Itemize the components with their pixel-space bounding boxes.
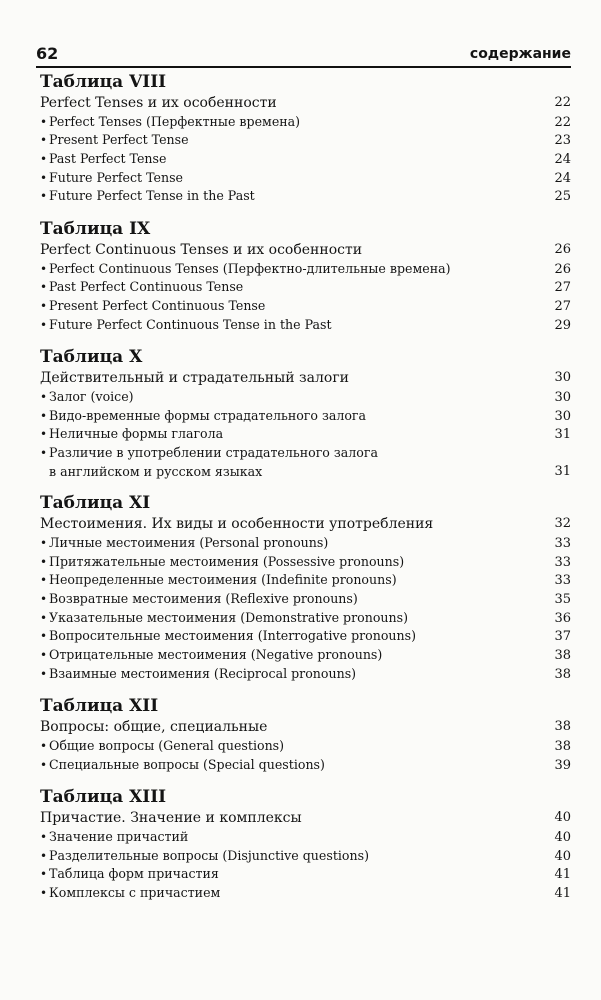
entry-title: Таблица форм причастия bbox=[49, 866, 219, 882]
toc-entry[interactable] bbox=[40, 169, 571, 188]
toc-entry[interactable] bbox=[40, 571, 571, 590]
page-ref: 24 bbox=[554, 170, 571, 186]
bullet-icon: • bbox=[40, 445, 48, 460]
bullet-icon: • bbox=[40, 298, 48, 313]
topic-title: Perfect Tenses и их особенности bbox=[40, 95, 277, 111]
entry-title: Present Perfect Continuous Tense bbox=[49, 297, 266, 313]
toc-entry[interactable] bbox=[40, 297, 571, 316]
bullet-icon: • bbox=[40, 666, 48, 681]
bullet-icon: • bbox=[40, 408, 48, 423]
entry-title: Общие вопросы (General questions) bbox=[49, 737, 285, 753]
entry-title: Perfect Tenses (Перфектные времена) bbox=[49, 113, 301, 129]
toc-entry[interactable] bbox=[40, 425, 571, 444]
entry-title: Perfect Continuous Tenses (Перфектно-длительные времена) bbox=[49, 260, 451, 276]
section-heading: Таблица XII bbox=[40, 696, 159, 717]
page-ref: 40 bbox=[554, 848, 571, 864]
page-ref: 33 bbox=[554, 554, 571, 570]
entry-title: Значение причастий bbox=[49, 828, 189, 844]
toc-entry[interactable] bbox=[40, 737, 571, 756]
toc-entry[interactable] bbox=[40, 865, 571, 884]
entry-title: Притяжательные местоимения (Possessive pronouns) bbox=[49, 553, 405, 569]
toc-section bbox=[40, 347, 571, 480]
page-ref: 40 bbox=[554, 810, 571, 826]
bullet-icon: • bbox=[40, 133, 48, 148]
page-ref: 38 bbox=[554, 666, 571, 682]
page-ref: 40 bbox=[554, 829, 571, 845]
topic-title: Вопросы: общие, специальные bbox=[40, 719, 268, 736]
entry-title: Past Perfect Tense bbox=[49, 150, 167, 166]
bullet-icon: • bbox=[40, 757, 48, 772]
bullet-icon: • bbox=[40, 610, 48, 625]
topic-title: Местоимения. Их виды и особенности употребления bbox=[40, 516, 434, 533]
entry-title: Указательные местоимения (Demonstrative pronouns) bbox=[49, 609, 409, 625]
entry-title: Past Perfect Continuous Tense bbox=[49, 279, 244, 295]
entry-title: Вопросительные местоимения (Interrogative pronouns) bbox=[49, 628, 417, 644]
page-ref: 38 bbox=[554, 738, 571, 754]
toc-entry[interactable] bbox=[40, 444, 571, 480]
bullet-icon: • bbox=[40, 389, 48, 404]
entry-title: Разделительные вопросы (Disjunctive questions) bbox=[49, 847, 369, 863]
section-topic[interactable] bbox=[40, 515, 571, 534]
running-title: содержание bbox=[469, 46, 571, 62]
entry-title: Future Perfect Tense bbox=[49, 169, 184, 185]
entry-title: Отрицательные местоимения (Negative pronouns) bbox=[49, 647, 383, 663]
bullet-icon: • bbox=[40, 317, 48, 332]
page-ref: 30 bbox=[554, 408, 571, 424]
bullet-icon: • bbox=[40, 189, 48, 204]
entry-title: Future Perfect Continuous Tense in the Past bbox=[49, 316, 332, 332]
toc-entry[interactable] bbox=[40, 388, 571, 407]
section-heading: Таблица XIII bbox=[40, 787, 167, 808]
bullet-icon: • bbox=[40, 535, 48, 550]
section-heading: Таблица VIII bbox=[40, 72, 167, 92]
page-ref: 26 bbox=[554, 261, 571, 277]
entry-title: Комплексы с причастием bbox=[49, 884, 221, 900]
bullet-icon: • bbox=[40, 648, 48, 663]
section-topic[interactable] bbox=[40, 241, 571, 260]
toc-entry[interactable] bbox=[40, 260, 571, 279]
page-ref: 33 bbox=[554, 535, 571, 551]
entry-title-continuation: в английском и русском языках bbox=[49, 463, 263, 479]
page-ref: 39 bbox=[554, 757, 571, 773]
bullet-icon: • bbox=[40, 738, 48, 753]
page-ref: 29 bbox=[554, 317, 571, 333]
entry-title: Специальные вопросы (Special questions) bbox=[49, 756, 325, 772]
toc-entry[interactable] bbox=[40, 553, 571, 572]
table-of-contents bbox=[40, 72, 571, 916]
page-ref: 38 bbox=[554, 648, 571, 664]
entry-title: Неопределенные местоимения (Indefinite pronouns) bbox=[49, 572, 397, 588]
page-ref: 37 bbox=[554, 629, 571, 645]
toc-entry[interactable] bbox=[40, 534, 571, 553]
toc-entry[interactable] bbox=[40, 884, 571, 903]
bullet-icon: • bbox=[40, 573, 48, 588]
entry-title: Видо-временные формы страдательного залога bbox=[49, 407, 367, 423]
toc-entry[interactable] bbox=[40, 187, 571, 206]
toc-entry[interactable] bbox=[40, 316, 571, 335]
toc-entry[interactable] bbox=[40, 627, 571, 646]
toc-entry[interactable] bbox=[40, 609, 571, 628]
bullet-icon: • bbox=[40, 885, 48, 900]
section-topic[interactable] bbox=[40, 809, 571, 828]
page-ref: 38 bbox=[554, 719, 571, 735]
page-ref: 41 bbox=[554, 867, 571, 883]
entry-title: Present Perfect Tense bbox=[49, 132, 189, 148]
toc-entry[interactable] bbox=[40, 407, 571, 426]
page-ref: 25 bbox=[554, 189, 571, 205]
toc-entry[interactable] bbox=[40, 131, 571, 150]
bullet-icon: • bbox=[40, 170, 48, 185]
topic-title: Причастие. Значение и комплексы bbox=[40, 810, 302, 827]
toc-section bbox=[40, 696, 571, 774]
page-ref: 32 bbox=[554, 516, 571, 532]
bullet-icon: • bbox=[40, 829, 48, 844]
page-ref: 31 bbox=[554, 427, 571, 443]
page-ref: 33 bbox=[554, 573, 571, 589]
bullet-icon: • bbox=[40, 261, 48, 276]
entry-title: Личные местоимения (Personal pronouns) bbox=[49, 534, 329, 550]
entry-title: Различие в употреблении страдательного залога bbox=[49, 444, 378, 460]
toc-entry[interactable] bbox=[40, 150, 571, 169]
page-number: 62 bbox=[36, 44, 59, 63]
bullet-icon: • bbox=[40, 427, 48, 442]
entry-title: Взаимные местоимения (Reciprocal pronouns) bbox=[49, 665, 357, 681]
page-ref: 27 bbox=[554, 298, 571, 314]
entry-title: Возвратные местоимения (Reflexive pronouns) bbox=[49, 590, 358, 606]
toc-section bbox=[40, 493, 571, 683]
bullet-icon: • bbox=[40, 629, 48, 644]
toc-section bbox=[40, 787, 571, 902]
bullet-icon: • bbox=[40, 554, 48, 569]
page-ref: 27 bbox=[554, 280, 571, 296]
page-ref: 26 bbox=[554, 242, 571, 258]
bullet-icon: • bbox=[40, 280, 48, 295]
toc-section bbox=[40, 219, 571, 334]
section-heading: Таблица XI bbox=[40, 493, 151, 514]
section-topic[interactable] bbox=[40, 94, 571, 113]
running-header bbox=[36, 44, 571, 68]
page-ref: 36 bbox=[554, 610, 571, 626]
topic-title: Perfect Continuous Tenses и их особенности bbox=[40, 242, 363, 259]
page-ref: 30 bbox=[554, 389, 571, 405]
page-ref: 22 bbox=[554, 114, 571, 130]
toc-entry[interactable] bbox=[40, 665, 571, 684]
toc-section bbox=[40, 72, 571, 206]
page-ref: 41 bbox=[554, 885, 571, 901]
section-heading: Таблица IX bbox=[40, 219, 151, 240]
page-ref: 24 bbox=[554, 151, 571, 167]
toc-entry[interactable] bbox=[40, 756, 571, 775]
section-heading: Таблица X bbox=[40, 347, 143, 368]
toc-entry[interactable] bbox=[40, 278, 571, 297]
toc-entry[interactable] bbox=[40, 590, 571, 609]
bullet-icon: • bbox=[40, 848, 48, 863]
topic-title: Действительный и страдательный залоги bbox=[40, 370, 350, 387]
entry-title: Залог (voice) bbox=[49, 388, 134, 404]
entry-title: Неличные формы глагола bbox=[49, 426, 224, 442]
entry-title: Future Perfect Tense in the Past bbox=[49, 188, 255, 204]
page-ref: 31 bbox=[554, 463, 571, 479]
bullet-icon: • bbox=[40, 151, 48, 166]
toc-entry[interactable] bbox=[40, 113, 571, 132]
section-topic[interactable] bbox=[40, 718, 571, 737]
page-ref: 35 bbox=[554, 591, 571, 607]
page-ref: 30 bbox=[554, 370, 571, 386]
bullet-icon: • bbox=[40, 114, 48, 129]
bullet-icon: • bbox=[40, 867, 48, 882]
toc-entry[interactable] bbox=[40, 828, 571, 847]
toc-entry[interactable] bbox=[40, 646, 571, 665]
page-ref: 23 bbox=[554, 133, 571, 149]
bullet-icon: • bbox=[40, 591, 48, 606]
toc-entry[interactable] bbox=[40, 847, 571, 866]
page-ref: 22 bbox=[554, 95, 571, 110]
section-topic[interactable] bbox=[40, 369, 571, 388]
